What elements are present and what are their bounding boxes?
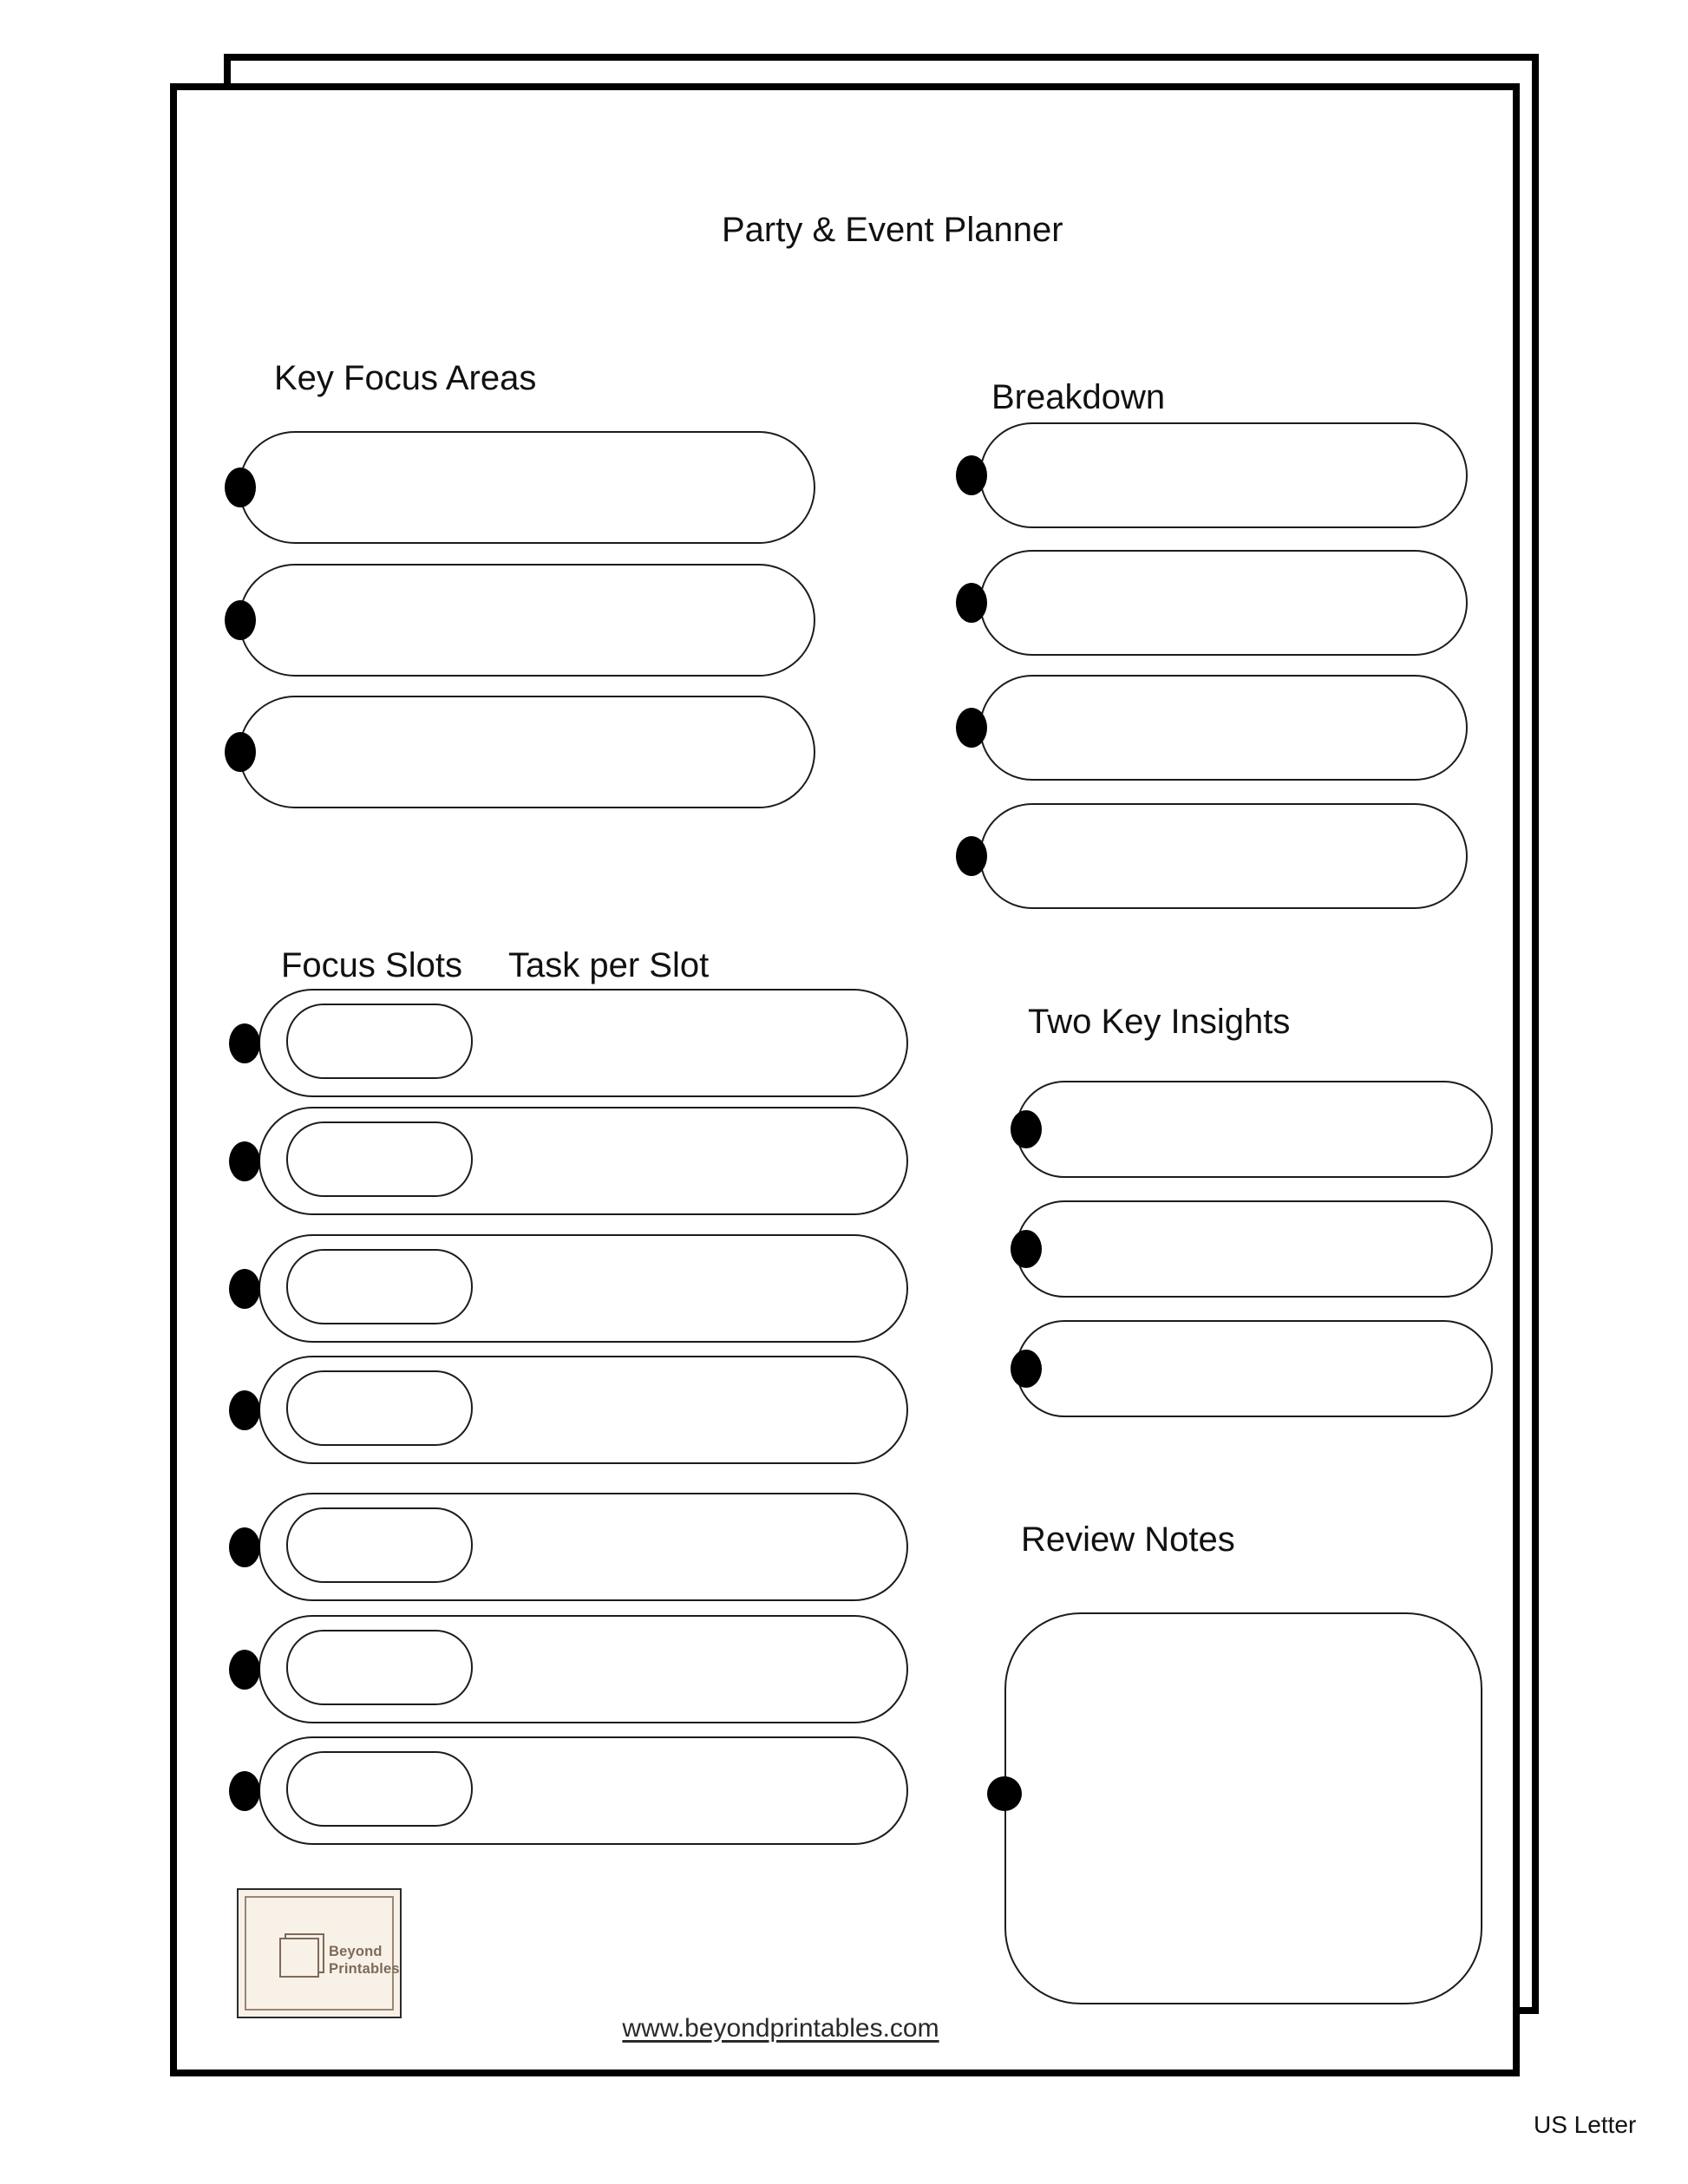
bullet-dot-icon [956,708,987,748]
review-notes-field[interactable] [1004,1612,1482,2004]
task-per-slot-heading: Task per Slot [508,946,710,984]
bullet-dot-icon [225,600,256,640]
bullet-dot-icon [1011,1230,1042,1268]
breakdown-field[interactable] [979,550,1468,656]
bullet-dot-icon [987,1776,1022,1811]
bullet-dot-icon [956,583,987,623]
insight-field[interactable] [1016,1320,1493,1417]
focus-slots-heading: Focus Slots [281,946,462,984]
focus-slot-inner-field[interactable] [286,1004,473,1079]
bullet-dot-icon [229,1269,260,1309]
bullet-dot-icon [1011,1350,1042,1388]
stacked-pages-icon [278,1933,328,1984]
bullet-dot-icon [1011,1110,1042,1148]
key-focus-field[interactable] [239,696,815,808]
breakdown-heading: Breakdown [991,378,1166,416]
brand-line1: Beyond [329,1944,383,1959]
focus-slot-inner-field[interactable] [286,1751,473,1827]
bullet-dot-icon [229,1527,260,1567]
bullet-dot-icon [225,732,256,772]
bullet-dot-icon [229,1771,260,1811]
focus-slot-inner-field[interactable] [286,1370,473,1446]
bullet-dot-icon [229,1141,260,1181]
key-focus-field[interactable] [239,431,815,544]
brand-name [329,1943,400,1978]
bullet-dot-icon [229,1650,260,1690]
focus-slot-inner-field[interactable] [286,1121,473,1197]
insight-field[interactable] [1016,1081,1493,1178]
brand-line2: Printables [329,1961,400,1977]
insight-field[interactable] [1016,1200,1493,1298]
bullet-dot-icon [229,1023,260,1063]
brand-logo [237,1888,402,2018]
bullet-dot-icon [956,836,987,876]
breakdown-field[interactable] [979,422,1468,528]
breakdown-field[interactable] [979,675,1468,781]
paper-size-label: US Letter [1534,2111,1637,2138]
review-notes-heading: Review Notes [1021,1520,1235,1559]
key-focus-areas-heading: Key Focus Areas [274,359,537,397]
focus-slot-inner-field[interactable] [286,1507,473,1583]
two-key-insights-heading: Two Key Insights [1028,1003,1291,1041]
breakdown-field[interactable] [979,803,1468,909]
key-focus-field[interactable] [239,564,815,677]
website-url-link[interactable]: www.beyondprintables.com [622,2014,939,2043]
page-front-icon [279,1938,319,1978]
bullet-dot-icon [229,1390,260,1430]
bullet-dot-icon [956,455,987,495]
focus-slot-inner-field[interactable] [286,1249,473,1324]
bullet-dot-icon [225,468,256,507]
page-title: Party & Event Planner [722,211,1063,249]
focus-slot-inner-field[interactable] [286,1630,473,1705]
